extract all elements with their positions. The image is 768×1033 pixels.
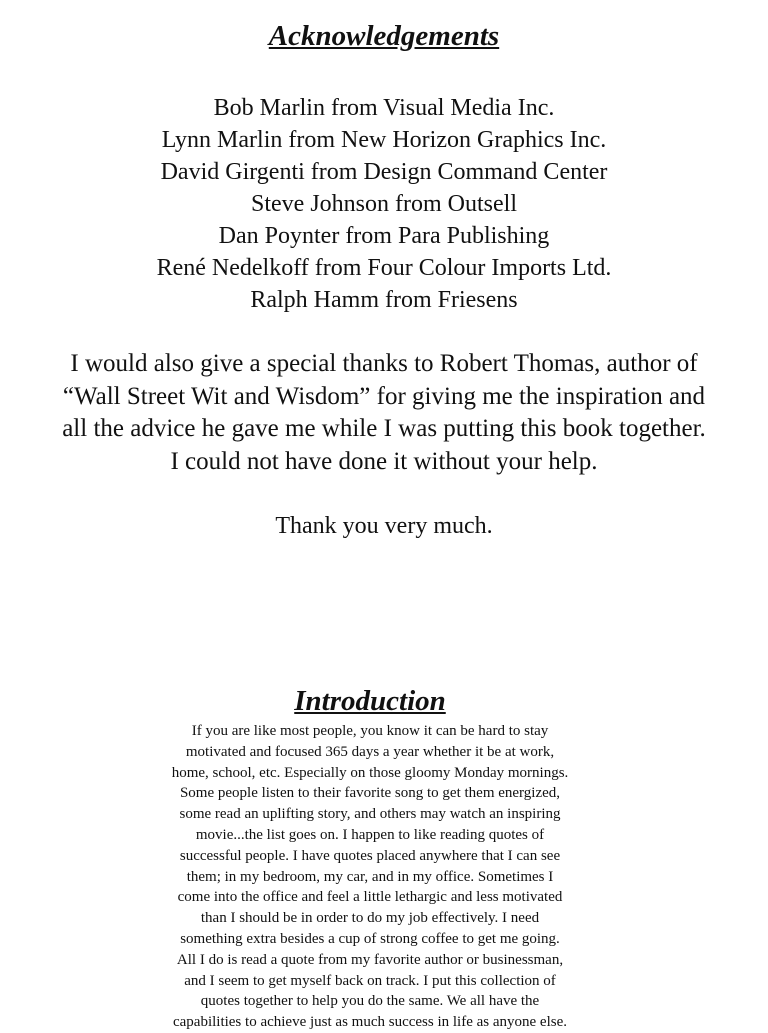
acknowledgement-name-line: Dan Poynter from Para Publishing bbox=[218, 223, 550, 249]
introduction-line: come into the office and feel a little lethargic and less motivated bbox=[177, 889, 563, 906]
introduction-line: them; in my bedroom, my car, and in my office. Sometimes I bbox=[186, 868, 554, 885]
acknowledgement-name-line: David Girgenti from Design Command Center bbox=[160, 159, 608, 185]
introduction-line: capabilities to achieve just as much success in life as anyone else. bbox=[172, 1014, 568, 1031]
special-thanks-line: all the advice he gave me while I was putting this book together. bbox=[62, 415, 706, 442]
introduction-line: something extra besides a cup of strong coffee to get me going. bbox=[180, 930, 560, 947]
introduction-line: If you are like most people, you know it can be hard to stay bbox=[191, 723, 549, 739]
introduction-title: Introduction bbox=[294, 685, 446, 717]
acknowledgement-name-line: Lynn Marlin from New Horizon Graphics Inc. bbox=[161, 127, 607, 153]
introduction-line: quotes together to help you do the same. We all have the bbox=[200, 993, 540, 1010]
introduction-line: and I seem to get myself back on track. I put this collection of bbox=[184, 972, 556, 989]
acknowledgement-name-line: Steve Johnson from Outsell bbox=[251, 191, 517, 217]
introduction-line: some read an uplifting story, and others may watch an inspiring bbox=[179, 806, 561, 823]
acknowledgement-name-line: Ralph Hamm from Friesens bbox=[250, 287, 518, 313]
special-thanks-paragraph bbox=[40, 348, 728, 478]
introduction-line: successful people. I have quotes placed anywhere that I can see bbox=[179, 847, 561, 864]
special-thanks-line: “Wall Street Wit and Wisdom” for giving me the inspiration and bbox=[62, 382, 706, 410]
signoff-text: Thank you very much. bbox=[275, 513, 493, 539]
acknowledgements-title: Acknowledgements bbox=[268, 20, 500, 52]
acknowledgement-name-line: Bob Marlin from Visual Media Inc. bbox=[213, 95, 555, 121]
introduction-line: Some people listen to their favorite song to get them energized, bbox=[179, 785, 561, 802]
introduction-line: motivated and focused 365 days a year whether it be at work, bbox=[185, 743, 555, 760]
special-thanks-line: I would also give a special thanks to Robert Thomas, author of bbox=[70, 350, 698, 377]
introduction-line: home, school, etc. Especially on those gloomy Monday mornings. bbox=[171, 764, 569, 781]
introduction-line: movie...the list goes on. I happen to like reading quotes of bbox=[195, 826, 545, 843]
acknowledgements-names-list bbox=[0, 92, 768, 316]
introduction-line: All I do is read a quote from my favorite author or businessman, bbox=[176, 951, 564, 968]
introduction-line: than I should be in order to do my job effectively. I need bbox=[200, 910, 540, 927]
acknowledgement-name-line: René Nedelkoff from Four Colour Imports Ltd. bbox=[156, 255, 612, 281]
special-thanks-line: I could not have done it without your help. bbox=[170, 447, 598, 475]
introduction-body bbox=[110, 721, 630, 1033]
